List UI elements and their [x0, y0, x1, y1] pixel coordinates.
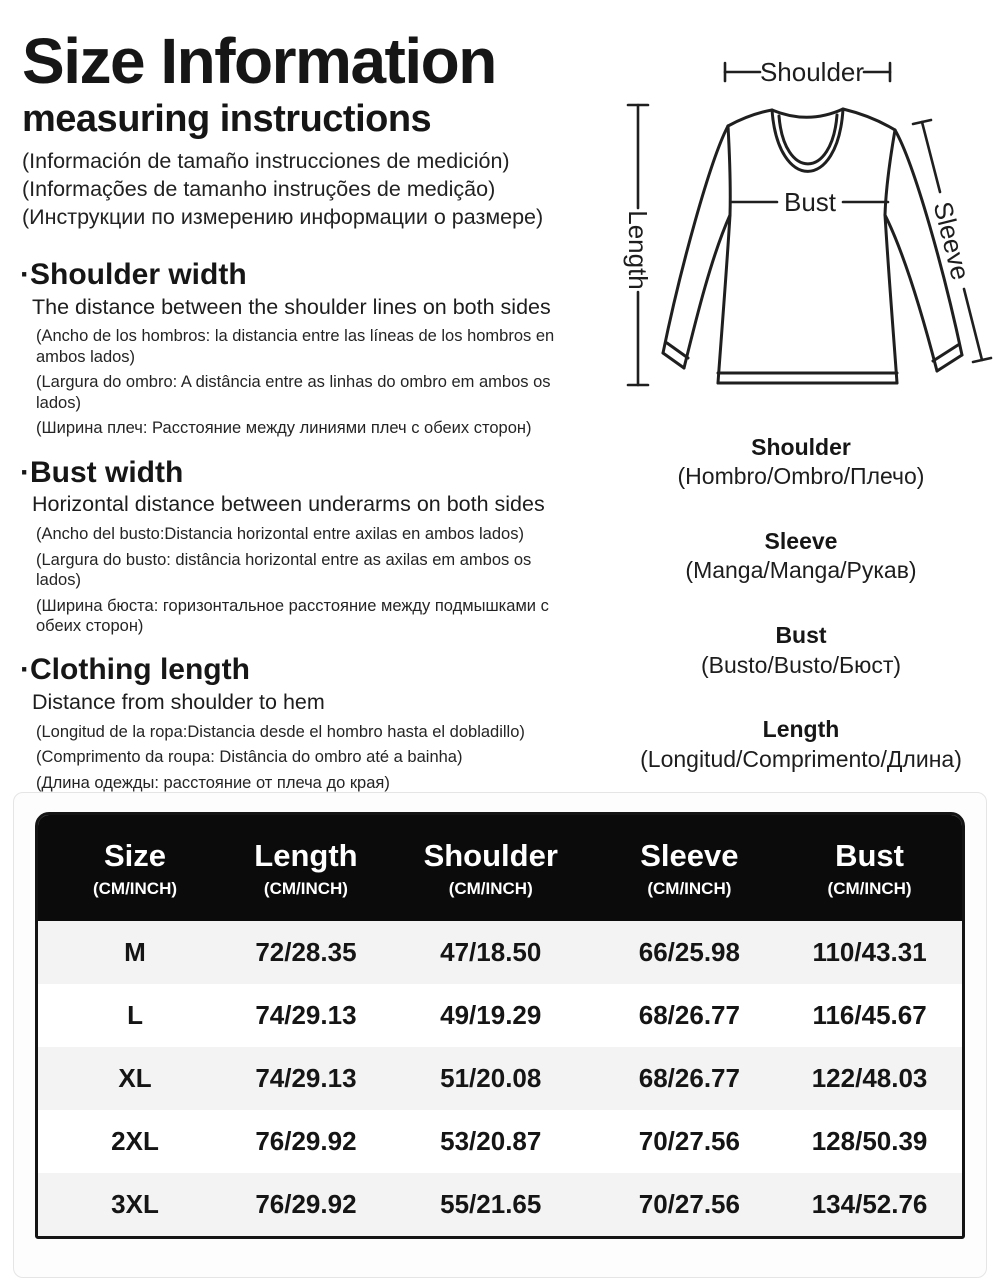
section-title [20, 258, 592, 292]
header [22, 25, 597, 232]
section-translation-pt: (Largura do ombro: A distância entre as linhas do ombro em ambos os lados) [36, 373, 551, 412]
section-title [20, 653, 592, 687]
cell-sleeve: 66/25.98 [638, 937, 740, 967]
diagram-bust-label: Bust [783, 187, 837, 217]
column-unit: (CM/INCH) [92, 878, 178, 898]
cell-sleeve: 70/27.56 [638, 1126, 740, 1156]
column-unit: (CM/INCH) [827, 878, 912, 898]
diagram-shoulder-label: Shoulder [759, 57, 865, 87]
section-translation-pt: (Comprimento da roupa: Distância do ombro até a bainha) [36, 748, 463, 767]
section-title-text: Shoulder width [30, 258, 247, 291]
bullet: · [20, 258, 30, 291]
bullet: · [20, 455, 30, 489]
section-description: The distance between the shoulder lines on both sides [32, 294, 551, 319]
column-label: Sleeve [640, 837, 739, 873]
column-label: Size [104, 837, 167, 873]
cell-bust: 116/45.67 [812, 1000, 927, 1030]
cell-length: 76/29.92 [255, 1189, 357, 1219]
shirt-diagram-svg [600, 30, 1000, 405]
page-title: Size Information [22, 25, 496, 97]
section-title [20, 456, 592, 490]
cell-size: 3XL [111, 1189, 159, 1219]
shirt-outline [663, 109, 962, 383]
cell-shoulder: 55/21.65 [440, 1189, 542, 1219]
cell-length: 74/29.13 [255, 1063, 357, 1093]
size-table [35, 812, 965, 1239]
column-header-sleeve [602, 837, 778, 898]
table-row-xl [38, 1047, 962, 1110]
column-header-shoulder [380, 837, 602, 898]
cell-size: XL [118, 1063, 152, 1093]
cell-sleeve: 68/26.77 [638, 1000, 740, 1030]
measurement-legend [600, 434, 1000, 810]
column-unit: (CM/INCH) [263, 878, 348, 898]
section-translation-ru: (Ширина плеч: Расстояние между линиями плеч с обеих сторон) [36, 419, 532, 438]
header-translation-es: (Información de tamaño instrucciones de medición) [22, 149, 510, 174]
cell-shoulder: 53/20.87 [440, 1126, 542, 1156]
table-row-l [38, 984, 962, 1047]
column-header-size [38, 837, 232, 898]
section-translation-pt: (Largura do busto: distância horizontal entre as axilas em ambos os lados) [36, 550, 532, 590]
column-label: Shoulder [423, 837, 558, 873]
table-row-3xl [38, 1173, 962, 1236]
column-header-bust [777, 837, 962, 898]
column-label: Bust [835, 837, 904, 873]
cell-sleeve: 70/27.56 [638, 1189, 740, 1219]
header-translation-pt: (Informações de tamanho instruções de medição) [22, 177, 496, 202]
section-translation-es: (Longitud de la ropa:Distancia desde el hombro hasta el dobladillo) [36, 722, 525, 741]
section-translation-ru: (Ширина бюста: горизонтальное расстояние между подмышками с обеих сторон) [36, 596, 549, 636]
size-table-header [38, 815, 962, 921]
section-description: Distance from shoulder to hem [32, 690, 325, 715]
cell-bust: 110/43.31 [812, 937, 927, 967]
legend-term: Sleeve [764, 528, 838, 555]
cell-shoulder: 47/18.50 [440, 937, 542, 967]
cell-length: 74/29.13 [255, 1000, 357, 1030]
section-translation-ru: (Длина одежды: расстояние от плеча до края) [36, 773, 390, 792]
column-label: Length [254, 837, 358, 873]
legend-translation: (Manga/Manga/Рукав) [685, 557, 917, 584]
column-unit: (CM/INCH) [448, 878, 533, 898]
legend-term: Bust [775, 622, 827, 649]
cell-shoulder: 51/20.08 [440, 1063, 542, 1093]
table-row-m [38, 921, 962, 984]
bullet: · [20, 653, 30, 687]
section-translation-es: (Ancho del busto:Distancia horizontal entre axilas en ambos lados) [36, 525, 524, 544]
section-clothing-length [20, 653, 592, 793]
legend-length [600, 716, 1000, 773]
column-unit: (CM/INCH) [647, 878, 732, 898]
header-translation-ru: (Инструкции по измерению информации о размере) [22, 205, 544, 230]
cell-sleeve: 68/26.77 [638, 1063, 740, 1093]
shirt-measurement-diagram [600, 30, 1000, 405]
section-bust-width [20, 456, 592, 637]
legend-bust [600, 622, 1000, 679]
size-table-panel [13, 792, 987, 1278]
section-description: Horizontal distance between underarms on both sides [32, 492, 545, 517]
page-subtitle: measuring instructions [22, 97, 432, 140]
diagram-sleeve-label: Sleeve [927, 198, 976, 284]
cell-size: M [124, 937, 146, 967]
legend-term: Shoulder [751, 434, 851, 460]
section-shoulder-width [20, 258, 592, 439]
column-header-length [232, 837, 380, 898]
section-title-text: Clothing length [30, 653, 250, 687]
cell-size: L [127, 1000, 143, 1030]
table-row-2xl [38, 1110, 962, 1173]
section-translation-es: (Ancho de los hombros: la distancia entre las líneas de los hombros en ambos lados) [36, 327, 555, 366]
cell-length: 72/28.35 [255, 937, 357, 967]
cell-bust: 122/48.03 [811, 1063, 928, 1093]
legend-shoulder [600, 434, 1000, 491]
cell-bust: 128/50.39 [811, 1126, 928, 1156]
diagram-length-label: Length [623, 210, 653, 290]
instruction-sections [20, 258, 592, 810]
cell-length: 76/29.92 [255, 1126, 357, 1156]
legend-translation: (Busto/Busto/Бюст) [700, 651, 902, 678]
header-translations [22, 148, 597, 232]
cell-size: 2XL [111, 1126, 159, 1156]
cell-shoulder: 49/19.29 [440, 1000, 542, 1030]
legend-translation: (Hombro/Ombro/Плечо) [677, 463, 925, 490]
cell-bust: 134/52.76 [811, 1189, 928, 1219]
legend-term: Length [762, 716, 840, 743]
section-title-text: Bust width [30, 455, 184, 489]
legend-sleeve [600, 528, 1000, 585]
legend-translation: (Longitud/Comprimento/Длина) [640, 745, 962, 772]
